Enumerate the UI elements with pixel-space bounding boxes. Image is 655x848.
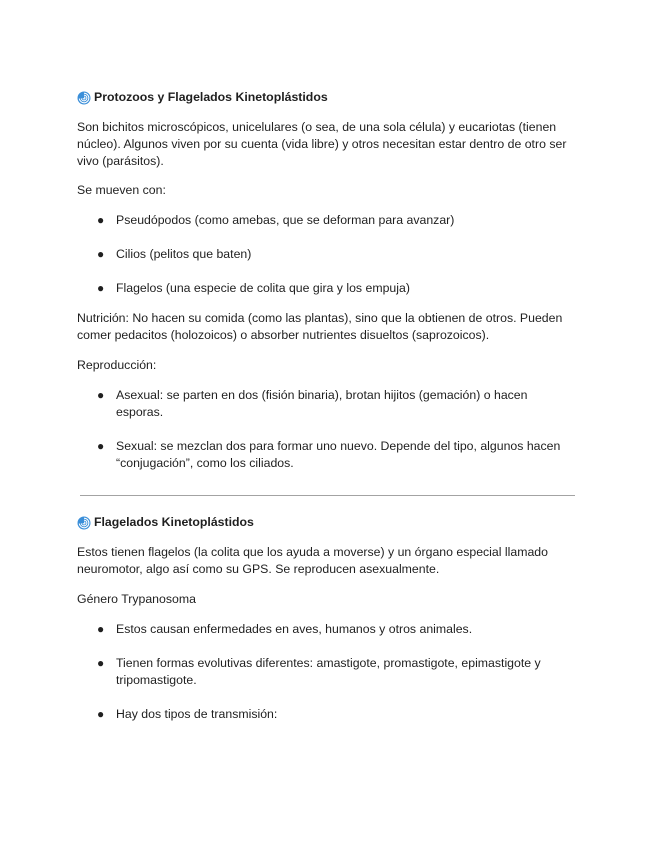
bullet-marker: ●	[97, 707, 105, 721]
section-title: Protozoos y Flagelados Kinetoplástidos	[94, 90, 328, 104]
list-item: Cilios (pelitos que baten)	[116, 247, 252, 261]
bullet-marker: ●	[97, 439, 105, 453]
bullet-marker: ●	[97, 247, 105, 261]
section-heading	[77, 514, 582, 531]
section-heading	[77, 89, 582, 106]
movement-label: Se mueven con:	[77, 183, 166, 197]
bullet-marker: ●	[97, 622, 105, 636]
horizontal-divider	[80, 495, 575, 496]
list-item: Hay dos tipos de transmisión:	[116, 707, 278, 721]
list-item: Estos causan enfermedades en aves, humanos y otros animales.	[116, 622, 473, 636]
bullet-marker: ●	[97, 656, 105, 670]
list-item: Flagelos (una especie de colita que gira y los empuja)	[116, 281, 410, 295]
section-title: Flagelados Kinetoplástidos	[94, 515, 254, 529]
intro-paragraph: Son bichitos microscópicos, unicelulares (o sea, de una sola célula) y eucariotas (tienen núcleo). Algunos viven por su cuenta (vida libre) y otros necesitan estar dentro de otro ser vivo (parásitos).	[77, 120, 567, 168]
list-item: Sexual: se mezclan dos para formar uno nuevo. Depende del tipo, algunos hacen “conjugación”, como los ciliados.	[116, 439, 561, 470]
reproduction-label: Reproducción:	[77, 358, 157, 372]
list-item: Pseudópodos (como amebas, que se deforman para avanzar)	[116, 213, 455, 227]
list-item: Tienen formas evolutivas diferentes: amastigote, promastigote, epimastigote y tripomastigote.	[116, 656, 541, 687]
bullet-marker: ●	[97, 281, 105, 295]
bullet-marker: ●	[97, 213, 105, 227]
intro-paragraph: Estos tienen flagelos (la colita que los ayuda a moverse) y un órgano especial llamado neuromotor, algo así como su GPS. Se reproducen asexualmente.	[77, 545, 548, 576]
cyclone-icon	[77, 516, 91, 530]
genus-label: Género Trypanosoma	[77, 592, 196, 606]
bullet-marker: ●	[97, 388, 105, 402]
nutrition-paragraph: Nutrición: No hacen su comida (como las plantas), sino que la obtienen de otros. Pueden comer pedacitos (holozoicos) o absorber nutrientes disueltos (saprozoicos).	[77, 311, 563, 342]
cyclone-icon	[77, 91, 91, 105]
list-item: Asexual: se parten en dos (fisión binaria), brotan hijitos (gemación) o hacen esporas.	[116, 388, 528, 419]
